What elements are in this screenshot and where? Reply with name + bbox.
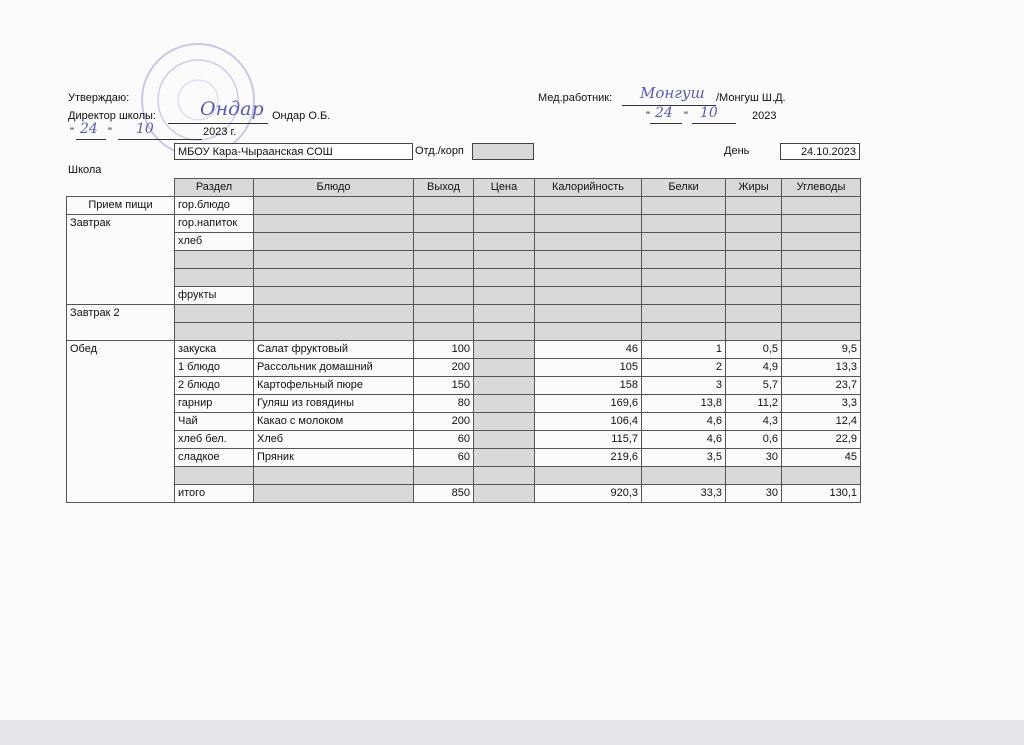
date-left-year: 2023 г. (203, 126, 237, 138)
cell-output[interactable] (413, 214, 474, 233)
cell-section[interactable]: Чай (174, 412, 254, 431)
cell-price[interactable] (473, 448, 535, 467)
cell-output[interactable] (413, 250, 474, 269)
date-right-day: 24 (655, 105, 673, 121)
cell-carbs[interactable] (781, 214, 861, 233)
cell-section[interactable]: сладкое (174, 448, 254, 467)
column-header: Калорийность (534, 178, 642, 197)
cell-output[interactable] (413, 466, 474, 485)
cell-carbs[interactable]: 22,9 (781, 430, 861, 449)
column-header: Углеводы (781, 178, 861, 197)
cell-price[interactable] (473, 412, 535, 431)
cell-dish[interactable] (253, 232, 414, 251)
cell-output[interactable]: 60 (413, 448, 474, 467)
cell-price[interactable] (473, 322, 535, 341)
column-header: Раздел (174, 178, 254, 197)
cell-carbs[interactable]: 3,3 (781, 394, 861, 413)
cell-output[interactable] (413, 304, 474, 323)
cell-output[interactable] (413, 196, 474, 215)
cell-output[interactable]: 200 (413, 358, 474, 377)
cell-protein[interactable]: 4,6 (641, 412, 726, 431)
cell-fat[interactable] (725, 232, 782, 251)
cell-protein[interactable] (641, 322, 726, 341)
cell-fat[interactable] (725, 304, 782, 323)
cell-kcal[interactable] (534, 232, 642, 251)
med-name: /Монгуш Ш.Д. (716, 92, 786, 104)
cell-fat[interactable]: 30 (725, 484, 782, 503)
cell-dish[interactable] (253, 304, 414, 323)
cell-output[interactable]: 80 (413, 394, 474, 413)
cell-fat[interactable] (725, 268, 782, 287)
cell-fat[interactable] (725, 322, 782, 341)
cell-dish[interactable]: Пряник (253, 448, 414, 467)
cell-section[interactable]: гор.блюдо (174, 196, 254, 215)
cell-output[interactable] (413, 286, 474, 305)
cell-kcal[interactable]: 219,6 (534, 448, 642, 467)
cell-kcal[interactable]: 106,4 (534, 412, 642, 431)
cell-dish[interactable] (253, 196, 414, 215)
cell-dish[interactable] (253, 484, 414, 503)
director-signature: Ондар (200, 98, 264, 120)
cell-carbs[interactable] (781, 286, 861, 305)
cell-fat[interactable]: 4,9 (725, 358, 782, 377)
cell-section[interactable]: закуска (174, 340, 254, 359)
cell-fat[interactable]: 0,6 (725, 430, 782, 449)
cell-carbs[interactable] (781, 466, 861, 485)
cell-protein[interactable] (641, 304, 726, 323)
cell-dish[interactable] (253, 466, 414, 485)
column-header: Жиры (725, 178, 782, 197)
cell-section[interactable] (174, 322, 254, 341)
cell-fat[interactable] (725, 466, 782, 485)
cell-carbs[interactable] (781, 250, 861, 269)
med-signature: Монгуш (640, 84, 705, 102)
cell-protein[interactable]: 33,3 (641, 484, 726, 503)
cell-fat[interactable] (725, 250, 782, 269)
cell-carbs[interactable] (781, 196, 861, 215)
cell-dish[interactable]: Гуляш из говядины (253, 394, 414, 413)
column-header: Цена (473, 178, 535, 197)
cell-price[interactable] (473, 214, 535, 233)
cell-price[interactable] (473, 268, 535, 287)
cell-price[interactable] (473, 232, 535, 251)
dept-label: Отд./корп (415, 145, 464, 157)
cell-price[interactable] (473, 250, 535, 269)
cell-kcal[interactable]: 46 (534, 340, 642, 359)
cell-section[interactable]: хлеб (174, 232, 254, 251)
table-top-border (66, 196, 860, 197)
cell-carbs[interactable] (781, 232, 861, 251)
cell-kcal[interactable] (534, 196, 642, 215)
cell-fat[interactable] (725, 286, 782, 305)
cell-kcal[interactable] (534, 304, 642, 323)
scan-edge (0, 720, 1024, 745)
column-header: Блюдо (253, 178, 414, 197)
cell-price[interactable] (473, 358, 535, 377)
cell-carbs[interactable]: 45 (781, 448, 861, 467)
cell-dish[interactable]: Хлеб (253, 430, 414, 449)
cell-dish[interactable]: Картофельный пюре (253, 376, 414, 395)
date-right-year: 2023 (752, 110, 777, 122)
cell-price[interactable] (473, 376, 535, 395)
cell-fat[interactable]: 4,3 (725, 412, 782, 431)
cell-kcal[interactable] (534, 286, 642, 305)
cell-dish[interactable] (253, 322, 414, 341)
cell-section[interactable]: фрукты (174, 286, 254, 305)
cell-output[interactable]: 200 (413, 412, 474, 431)
cell-kcal[interactable] (534, 322, 642, 341)
cell-section[interactable]: гор.напиток (174, 214, 254, 233)
cell-kcal[interactable] (534, 250, 642, 269)
cell-protein[interactable]: 3,5 (641, 448, 726, 467)
cell-carbs[interactable]: 23,7 (781, 376, 861, 395)
cell-section[interactable]: 1 блюдо (174, 358, 254, 377)
cell-section[interactable] (174, 466, 254, 485)
cell-carbs[interactable] (781, 268, 861, 287)
cell-section[interactable] (174, 250, 254, 269)
cell-kcal[interactable]: 158 (534, 376, 642, 395)
meal-0: Завтрак (66, 214, 175, 305)
cell-protein[interactable]: 13,8 (641, 394, 726, 413)
cell-output[interactable] (413, 268, 474, 287)
cell-section[interactable]: гарнир (174, 394, 254, 413)
cell-price[interactable] (473, 466, 535, 485)
quote-open-left: " (70, 126, 74, 138)
cell-protein[interactable] (641, 286, 726, 305)
cell-carbs[interactable] (781, 322, 861, 341)
cell-kcal[interactable] (534, 466, 642, 485)
cell-kcal[interactable]: 920,3 (534, 484, 642, 503)
director-label: Директор школы: (68, 110, 156, 122)
date-left-month: 10 (136, 121, 154, 137)
cell-price[interactable] (473, 430, 535, 449)
column-header: Белки (641, 178, 726, 197)
cell-section[interactable]: 2 блюдо (174, 376, 254, 395)
approve-label: Утверждаю: (68, 92, 130, 104)
cell-price[interactable] (473, 304, 535, 323)
cell-price[interactable] (473, 340, 535, 359)
column-header: Выход (413, 178, 474, 197)
cell-output[interactable] (413, 322, 474, 341)
cell-section[interactable] (174, 304, 254, 323)
cell-output[interactable]: 60 (413, 430, 474, 449)
cell-protein[interactable] (641, 196, 726, 215)
cell-fat[interactable] (725, 214, 782, 233)
cell-fat[interactable]: 0,5 (725, 340, 782, 359)
day-label: День (724, 145, 750, 157)
quote-close-right: " (684, 110, 688, 122)
med-label: Мед.работник: (538, 92, 613, 104)
cell-dish[interactable] (253, 268, 414, 287)
director-name: Ондар О.Б. (272, 110, 331, 122)
cell-section[interactable]: хлеб бел. (174, 430, 254, 449)
meal-1: Завтрак 2 (66, 304, 175, 341)
cell-carbs[interactable]: 13,3 (781, 358, 861, 377)
cell-carbs[interactable]: 12,4 (781, 412, 861, 431)
cell-kcal[interactable] (534, 214, 642, 233)
cell-protein[interactable] (641, 268, 726, 287)
cell-output[interactable]: 100 (413, 340, 474, 359)
meal-header: Прием пищи (66, 196, 175, 215)
cell-price[interactable] (473, 196, 535, 215)
cell-fat[interactable] (725, 196, 782, 215)
school-field[interactable]: МБОУ Кара-Чыраанская СОШ (174, 143, 413, 160)
cell-kcal[interactable] (534, 268, 642, 287)
cell-protein[interactable] (641, 232, 726, 251)
cell-carbs[interactable] (781, 304, 861, 323)
date-right-month: 10 (700, 105, 718, 121)
day-field[interactable]: 24.10.2023 (780, 143, 860, 160)
cell-dish[interactable]: Какао с молоком (253, 412, 414, 431)
cell-protein[interactable] (641, 466, 726, 485)
cell-protein[interactable]: 4,6 (641, 430, 726, 449)
cell-carbs[interactable]: 130,1 (781, 484, 861, 503)
cell-dish[interactable] (253, 250, 414, 269)
cell-kcal[interactable]: 105 (534, 358, 642, 377)
cell-carbs[interactable]: 9,5 (781, 340, 861, 359)
cell-output[interactable] (413, 232, 474, 251)
cell-output[interactable]: 850 (413, 484, 474, 503)
cell-kcal[interactable]: 115,7 (534, 430, 642, 449)
cell-fat[interactable]: 5,7 (725, 376, 782, 395)
cell-section[interactable] (174, 268, 254, 287)
quote-open-right: " (646, 110, 650, 122)
cell-protein[interactable] (641, 250, 726, 269)
cell-fat[interactable]: 11,2 (725, 394, 782, 413)
cell-protein[interactable] (641, 214, 726, 233)
cell-dish[interactable]: Рассольник домашний (253, 358, 414, 377)
quote-close-left: " (108, 126, 112, 138)
meal-2: Обед (66, 340, 175, 503)
cell-protein[interactable]: 3 (641, 376, 726, 395)
cell-protein[interactable]: 2 (641, 358, 726, 377)
cell-price[interactable] (473, 484, 535, 503)
date-left-day: 24 (80, 121, 98, 137)
cell-price[interactable] (473, 394, 535, 413)
cell-dish[interactable] (253, 214, 414, 233)
cell-price[interactable] (473, 286, 535, 305)
cell-section[interactable]: итого (174, 484, 254, 503)
cell-dish[interactable]: Салат фруктовый (253, 340, 414, 359)
cell-dish[interactable] (253, 286, 414, 305)
cell-protein[interactable]: 1 (641, 340, 726, 359)
cell-kcal[interactable]: 169,6 (534, 394, 642, 413)
cell-output[interactable]: 150 (413, 376, 474, 395)
cell-fat[interactable]: 30 (725, 448, 782, 467)
school-label: Школа (68, 164, 102, 176)
